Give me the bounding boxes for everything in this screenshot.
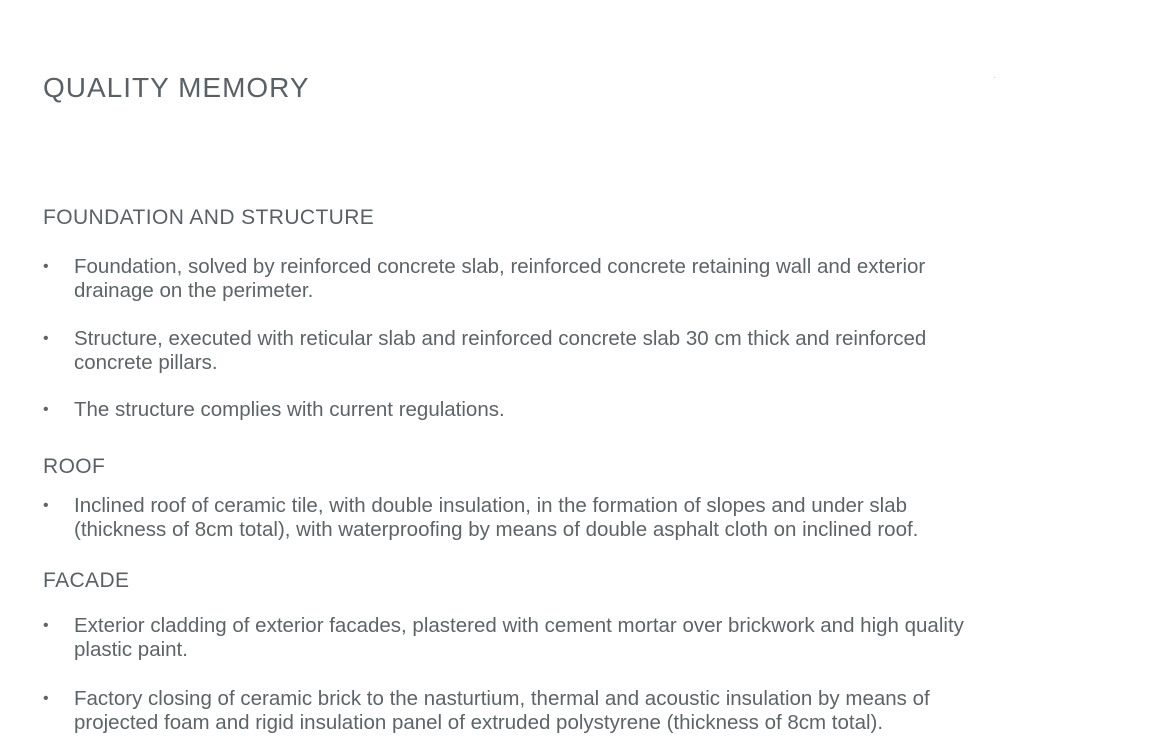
bullet-icon: • bbox=[43, 258, 49, 275]
page-title: QUALITY MEMORY bbox=[43, 72, 310, 103]
stray-dot-mark bbox=[994, 77, 995, 78]
section-heading-roof: ROOF bbox=[43, 455, 106, 478]
list-item-text: Structure, executed with reticular slab and reinforced concrete slab 30 cm thick and reinforced concrete pillars. bbox=[74, 327, 927, 374]
bullet-icon: • bbox=[43, 617, 49, 634]
bullet-icon: • bbox=[43, 401, 49, 418]
list-item-foundation bbox=[43, 255, 1123, 303]
list-item-regulations bbox=[43, 398, 1123, 422]
bullet-icon: • bbox=[43, 330, 49, 347]
list-item-text: Inclined roof of ceramic tile, with double insulation, in the formation of slopes and under slab (thickness of 8cm total), with waterproofing by means of double asphalt cloth on inclined roof. bbox=[74, 494, 919, 541]
list-item-text: The structure complies with current regulations. bbox=[74, 398, 505, 421]
list-item-text: Factory closing of ceramic brick to the nasturtium, thermal and acoustic insulation by means of projected foam and rigid insulation panel of extruded polystyrene (thickness of 8cm total). bbox=[74, 687, 930, 734]
list-item-text: Exterior cladding of exterior facades, plastered with cement mortar over brickwork and high quality plastic paint. bbox=[74, 614, 964, 661]
list-item-roof bbox=[43, 494, 1123, 542]
bullet-icon: • bbox=[43, 690, 49, 707]
section-heading-foundation: FOUNDATION AND STRUCTURE bbox=[43, 206, 375, 229]
list-item-structure bbox=[43, 327, 1123, 375]
list-item-text: Foundation, solved by reinforced concrete slab, reinforced concrete retaining wall and exterior drainage on the perimeter. bbox=[74, 255, 926, 302]
list-item-cladding bbox=[43, 614, 1123, 662]
list-item-closing bbox=[43, 687, 1123, 735]
bullet-icon: • bbox=[43, 497, 49, 514]
section-heading-facade: FACADE bbox=[43, 569, 130, 592]
